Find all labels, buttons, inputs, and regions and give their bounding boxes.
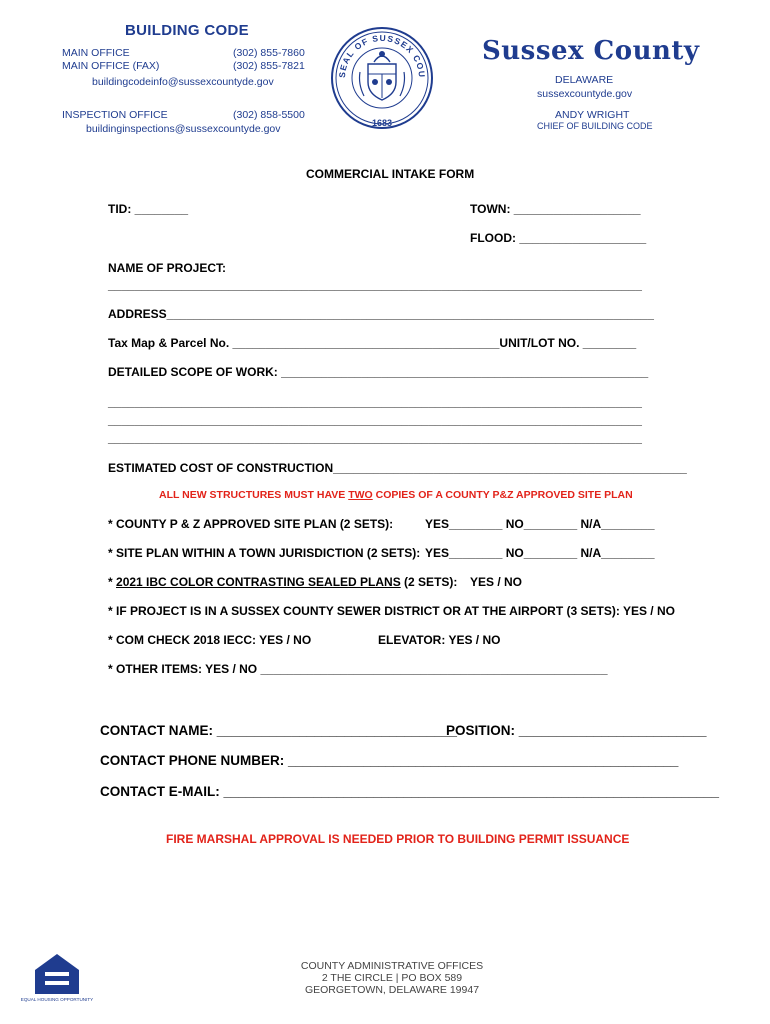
sewer-district-item[interactable]: * IF PROJECT IS IN A SUSSEX COUNTY SEWER DISTRICT OR AT THE AIRPORT (3 SETS): YES / NO <box>108 604 675 618</box>
notice-text: COPIES OF A COUNTY P&Z APPROVED SITE PLAN <box>372 489 633 501</box>
form-title: COMMERCIAL INTAKE FORM <box>306 167 475 181</box>
main-email[interactable]: buildingcodeinfo@sussexcountyde.gov <box>92 76 274 88</box>
footer-line: 2 THE CIRCLE | PO BOX 589 <box>321 972 463 984</box>
inspection-office-label: INSPECTION OFFICE <box>62 109 168 121</box>
equal-housing-logo <box>20 950 94 1008</box>
chief-title: CHIEF OF BUILDING CODE <box>537 121 653 131</box>
town-site-plan-item: * SITE PLAN WITHIN A TOWN JURISDICTION (2 SETS): <box>108 546 421 560</box>
footer-line: GEORGETOWN, DELAWARE 19947 <box>304 984 480 996</box>
main-office-label: MAIN OFFICE <box>62 47 130 59</box>
seal-year: 1683 <box>371 118 393 128</box>
state-name: DELAWARE <box>555 74 614 86</box>
scope-line[interactable]: ________________________________________________________________________________ <box>108 395 642 409</box>
town-field[interactable]: TOWN: ___________________ <box>470 202 641 216</box>
notice-text: ALL NEW STRUCTURES MUST HAVE <box>159 489 349 501</box>
inspection-email[interactable]: buildinginspections@sussexcountyde.gov <box>86 123 281 135</box>
com-check-item[interactable]: * COM CHECK 2018 IECC: YES / NO <box>108 633 312 647</box>
elevator-item[interactable]: ELEVATOR: YES / NO <box>378 633 501 647</box>
contact-phone-field[interactable]: CONTACT PHONE NUMBER: ____________________________________________________ <box>100 753 679 768</box>
notice-emphasis: TWO <box>348 489 373 501</box>
svg-text:SEAL OF SUSSEX COUNTY DELAWARE <box>330 22 427 79</box>
county-website[interactable]: sussexcountyde.gov <box>537 88 633 100</box>
main-office-phone: (302) 855-7860 <box>233 47 305 59</box>
main-fax-label: MAIN OFFICE (FAX) <box>62 60 160 72</box>
footer-line: COUNTY ADMINISTRATIVE OFFICES <box>300 960 484 972</box>
ibc-sets: (2 SETS): <box>400 575 458 589</box>
inspection-phone: (302) 858-5500 <box>233 109 305 121</box>
fire-marshal-notice: FIRE MARSHAL APPROVAL IS NEEDED PRIOR TO BUILDING PERMIT ISSUANCE <box>166 832 630 846</box>
county-seal <box>330 22 434 134</box>
county-site-plan-options[interactable]: YES________ NO________ N/A________ <box>425 517 655 531</box>
address-field[interactable]: ADDRESS_________________________________________________________________________ <box>108 307 654 321</box>
main-fax-phone: (302) 855-7821 <box>233 60 305 72</box>
county-logo-text: Sussex County <box>482 36 700 66</box>
scope-line[interactable]: ________________________________________________________________________________ <box>108 431 642 445</box>
position-field[interactable]: POSITION: _________________________ <box>446 723 707 738</box>
tid-field[interactable]: TID: ________ <box>108 202 189 216</box>
county-site-plan-item: * COUNTY P & Z APPROVED SITE PLAN (2 SETS): <box>108 517 394 531</box>
chief-name: ANDY WRIGHT <box>555 109 630 121</box>
flood-field[interactable]: FLOOD: ___________________ <box>470 231 647 245</box>
seal-ring-text: SEAL OF SUSSEX COU <box>336 32 428 79</box>
scope-line[interactable]: ________________________________________________________________________________ <box>108 413 642 427</box>
tax-map-field[interactable]: Tax Map & Parcel No. ________________________________________UNIT/LOT NO. ________ <box>108 336 637 350</box>
other-items-field[interactable]: * OTHER ITEMS: YES / NO ____________________________________________________ <box>108 662 608 676</box>
department-title: BUILDING CODE <box>125 22 249 39</box>
project-name-line[interactable]: ________________________________________________________________________________ <box>108 278 642 292</box>
estimated-cost-field[interactable]: ESTIMATED COST OF CONSTRUCTION_____________________________________________________ <box>108 461 687 475</box>
site-plan-notice <box>159 489 633 501</box>
equal-housing-text: EQUAL HOUSING OPPORTUNITY <box>20 997 94 1002</box>
ibc-plans-item <box>108 575 457 589</box>
scope-of-work-field[interactable]: DETAILED SCOPE OF WORK: _______________________________________________________ <box>108 365 649 379</box>
contact-email-field[interactable]: CONTACT E-MAIL: __________________________________________________________________ <box>100 784 720 799</box>
contact-name-field[interactable]: CONTACT NAME: ________________________________ <box>100 723 457 738</box>
ibc-plans-label: 2021 IBC COLOR CONTRASTING SEALED PLANS <box>116 575 401 589</box>
ibc-star: * <box>108 575 117 589</box>
town-site-plan-options[interactable]: YES________ NO________ N/A________ <box>425 546 655 560</box>
project-name-label: NAME OF PROJECT: <box>108 261 227 275</box>
footer-address <box>242 960 542 996</box>
ibc-plans-options[interactable]: YES / NO <box>470 575 523 589</box>
